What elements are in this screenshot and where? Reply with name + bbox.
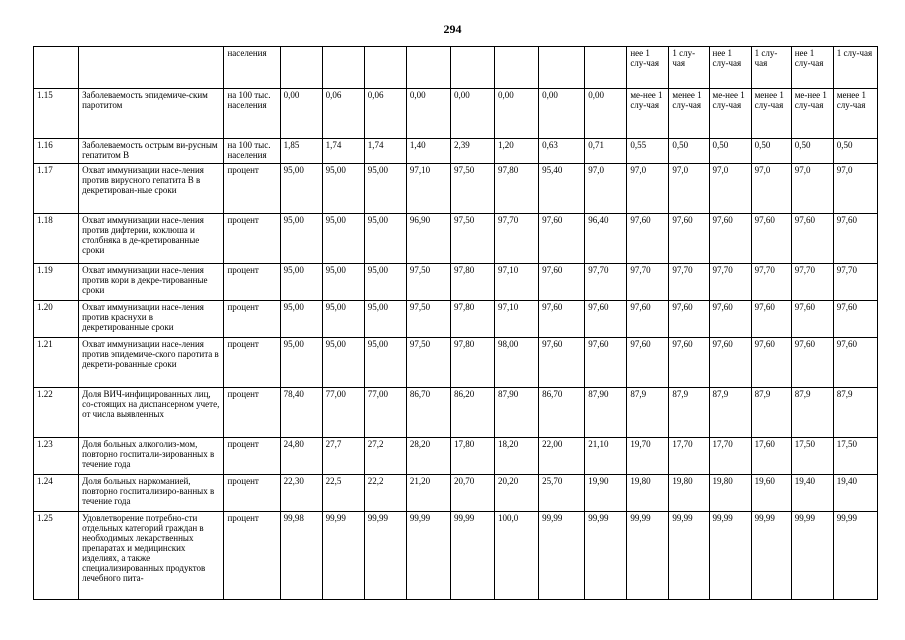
value-cell: 27,2	[364, 438, 406, 475]
value-cell: 87,9	[791, 388, 833, 438]
value-cell: нее 1 слу-чая	[627, 47, 669, 89]
value-cell: 97,70	[833, 264, 877, 301]
value-cell: 0,50	[833, 139, 877, 164]
value-cell: 27,7	[322, 438, 364, 475]
value-cell: 0,00	[539, 89, 585, 139]
value-cell: 97,60	[539, 264, 585, 301]
value-cell: 97,60	[585, 338, 627, 388]
value-cell: 97,60	[539, 214, 585, 264]
indicator-table	[33, 46, 878, 600]
value-cell: 22,2	[364, 475, 406, 512]
row-unit: процент	[224, 301, 280, 338]
row-id: 1.22	[34, 388, 79, 438]
value-cell: 17,70	[669, 438, 709, 475]
value-cell: 95,00	[322, 164, 364, 214]
value-cell: 95,00	[322, 301, 364, 338]
value-cell: 17,80	[450, 438, 494, 475]
value-cell: 87,9	[669, 388, 709, 438]
value-cell	[364, 47, 406, 89]
row-unit: процент	[224, 475, 280, 512]
row-unit: процент	[224, 512, 280, 600]
value-cell: 95,00	[322, 338, 364, 388]
table-row	[34, 475, 878, 512]
row-unit: на 100 тыс. населения	[224, 89, 280, 139]
table-row	[34, 214, 878, 264]
value-cell: 97,60	[791, 214, 833, 264]
value-cell: ме-нее 1 слу-чая	[709, 89, 751, 139]
value-cell: 97,60	[669, 338, 709, 388]
value-cell: 0,00	[280, 89, 322, 139]
value-cell: менее 1 слу-чая	[669, 89, 709, 139]
value-cell: ме-нее 1 слу-чая	[791, 89, 833, 139]
value-cell: 20,70	[450, 475, 494, 512]
value-cell: 97,60	[833, 214, 877, 264]
value-cell: 0,50	[709, 139, 751, 164]
row-name: Охват иммунизации насе-ления против кори в декре-тированные сроки	[79, 264, 224, 301]
row-name: Доля ВИЧ-инфицированных лиц, со-стоящих на диспансерном учете, от числа выявленных	[79, 388, 224, 438]
table-row	[34, 338, 878, 388]
row-unit: процент	[224, 438, 280, 475]
value-cell: 1,74	[322, 139, 364, 164]
value-cell: 19,80	[669, 475, 709, 512]
value-cell: 97,50	[450, 214, 494, 264]
value-cell: 97,70	[627, 264, 669, 301]
value-cell: 0,71	[585, 139, 627, 164]
value-cell: 0,50	[791, 139, 833, 164]
value-cell: 97,80	[450, 264, 494, 301]
value-cell: 1,20	[495, 139, 539, 164]
value-cell: нее 1 слу-чая	[791, 47, 833, 89]
row-unit: процент	[224, 388, 280, 438]
row-name: Удовлетворение потребно-сти отдельных категорий граждан в необходимых лекарственных препаратах и медицинских изделиях, а также специализированных продуктов лечебного пита-	[79, 512, 224, 600]
row-name: Охват иммунизации насе-ления против краснухи в декретированные сроки	[79, 301, 224, 338]
value-cell: 97,80	[495, 164, 539, 214]
value-cell: 0,06	[322, 89, 364, 139]
page-number: 294	[443, 22, 462, 36]
value-cell: 97,70	[709, 264, 751, 301]
value-cell: 99,99	[585, 512, 627, 600]
value-cell: 87,9	[709, 388, 751, 438]
value-cell: 95,00	[364, 338, 406, 388]
value-cell: 95,00	[280, 214, 322, 264]
value-cell: 95,40	[539, 164, 585, 214]
table-row	[34, 139, 878, 164]
value-cell: 95,00	[322, 264, 364, 301]
value-cell: 95,00	[364, 264, 406, 301]
value-cell: менее 1 слу-чая	[751, 89, 791, 139]
value-cell: 17,70	[709, 438, 751, 475]
value-cell: 19,80	[709, 475, 751, 512]
value-cell: 95,00	[280, 301, 322, 338]
value-cell: 97,50	[406, 301, 450, 338]
value-cell	[322, 47, 364, 89]
value-cell: 97,70	[669, 264, 709, 301]
value-cell: 77,00	[364, 388, 406, 438]
value-cell: 95,00	[322, 214, 364, 264]
table-row	[34, 47, 878, 89]
value-cell: 97,60	[751, 301, 791, 338]
value-cell: 1 слу-чая	[751, 47, 791, 89]
table-row	[34, 264, 878, 301]
value-cell: 97,60	[709, 214, 751, 264]
value-cell: 99,99	[627, 512, 669, 600]
value-cell: нее 1 слу-чая	[709, 47, 751, 89]
table-row	[34, 164, 878, 214]
value-cell: 95,00	[280, 338, 322, 388]
value-cell: 19,60	[751, 475, 791, 512]
value-cell: 0,06	[364, 89, 406, 139]
value-cell: 19,80	[627, 475, 669, 512]
value-cell: 99,99	[539, 512, 585, 600]
row-unit: на 100 тыс. населения	[224, 139, 280, 164]
value-cell: 97,0	[791, 164, 833, 214]
row-id: 1.15	[34, 89, 79, 139]
name-cell	[79, 47, 224, 89]
table-row	[34, 388, 878, 438]
value-cell: 96,90	[406, 214, 450, 264]
value-cell: 97,60	[833, 301, 877, 338]
value-cell: 97,50	[406, 264, 450, 301]
value-cell: 97,60	[791, 301, 833, 338]
value-cell: 87,90	[585, 388, 627, 438]
value-cell: 99,99	[751, 512, 791, 600]
value-cell: 97,80	[450, 301, 494, 338]
value-cell: 99,98	[280, 512, 322, 600]
value-cell: менее 1 слу-чая	[833, 89, 877, 139]
value-cell: 87,9	[627, 388, 669, 438]
value-cell: 86,70	[406, 388, 450, 438]
row-name: Заболеваемость эпидемиче-ским паротитом	[79, 89, 224, 139]
value-cell: 77,00	[322, 388, 364, 438]
row-id: 1.16	[34, 139, 79, 164]
value-cell: 99,99	[833, 512, 877, 600]
value-cell: 22,00	[539, 438, 585, 475]
value-cell: 2,39	[450, 139, 494, 164]
value-cell: 97,60	[669, 214, 709, 264]
value-cell: 20,20	[495, 475, 539, 512]
value-cell: 97,60	[751, 338, 791, 388]
value-cell: 97,60	[669, 301, 709, 338]
value-cell: 95,00	[280, 264, 322, 301]
value-cell: 97,60	[751, 214, 791, 264]
value-cell: 97,10	[495, 264, 539, 301]
value-cell: 97,70	[495, 214, 539, 264]
value-cell: 17,50	[833, 438, 877, 475]
value-cell: 97,60	[709, 301, 751, 338]
value-cell	[539, 47, 585, 89]
value-cell: 19,90	[585, 475, 627, 512]
value-cell: 97,60	[627, 301, 669, 338]
value-cell	[495, 47, 539, 89]
id-cell	[34, 47, 79, 89]
row-id: 1.20	[34, 301, 79, 338]
value-cell: 0,55	[627, 139, 669, 164]
row-id: 1.18	[34, 214, 79, 264]
value-cell: 96,40	[585, 214, 627, 264]
value-cell: 1 слу-чая	[833, 47, 877, 89]
value-cell	[450, 47, 494, 89]
value-cell: 0,00	[406, 89, 450, 139]
value-cell: 97,60	[539, 338, 585, 388]
value-cell: 100,0	[495, 512, 539, 600]
row-name: Доля больных алкоголиз-мом, повторно госпитали-зированных в течение года	[79, 438, 224, 475]
table-row	[34, 89, 878, 139]
value-cell: 97,60	[585, 301, 627, 338]
value-cell: 97,60	[539, 301, 585, 338]
value-cell: 99,99	[322, 512, 364, 600]
row-id: 1.17	[34, 164, 79, 214]
row-unit: процент	[224, 164, 280, 214]
value-cell: 19,70	[627, 438, 669, 475]
value-cell: 1 слу-чая	[669, 47, 709, 89]
value-cell: 97,60	[709, 338, 751, 388]
value-cell: 22,30	[280, 475, 322, 512]
value-cell: 1,74	[364, 139, 406, 164]
value-cell: 97,60	[627, 214, 669, 264]
value-cell: 97,0	[751, 164, 791, 214]
value-cell: 21,10	[585, 438, 627, 475]
row-name: Заболеваемость острым ви-русным гепатитом В	[79, 139, 224, 164]
value-cell: 97,80	[450, 338, 494, 388]
value-cell: 99,99	[669, 512, 709, 600]
value-cell: 97,0	[669, 164, 709, 214]
row-name: Охват иммунизации насе-ления против эпидемиче-ского паротита в декрети-рованные сроки	[79, 338, 224, 388]
row-unit: процент	[224, 214, 280, 264]
value-cell: 87,9	[833, 388, 877, 438]
row-name: Охват иммунизации насе-ления против вирусного гепатита В в декретирован-ные сроки	[79, 164, 224, 214]
row-id: 1.19	[34, 264, 79, 301]
row-id: 1.25	[34, 512, 79, 600]
value-cell: 97,50	[450, 164, 494, 214]
value-cell: 98,00	[495, 338, 539, 388]
value-cell: 18,20	[495, 438, 539, 475]
value-cell: 97,0	[709, 164, 751, 214]
value-cell: 99,99	[450, 512, 494, 600]
value-cell: 97,60	[627, 338, 669, 388]
row-id: 1.21	[34, 338, 79, 388]
value-cell: 1,40	[406, 139, 450, 164]
value-cell: 78,40	[280, 388, 322, 438]
value-cell: 99,99	[364, 512, 406, 600]
value-cell: 1,85	[280, 139, 322, 164]
value-cell: 22,5	[322, 475, 364, 512]
value-cell: 95,00	[364, 214, 406, 264]
value-cell: 21,20	[406, 475, 450, 512]
value-cell: 0,50	[669, 139, 709, 164]
row-unit: процент	[224, 338, 280, 388]
value-cell: 99,99	[791, 512, 833, 600]
row-name: Доля больных наркоманией, повторно госпитализиро-ванных в течение года	[79, 475, 224, 512]
row-name: Охват иммунизации насе-ления против дифтерии, коклюша и столбняка в де-кретированные сроки	[79, 214, 224, 264]
value-cell: 17,60	[751, 438, 791, 475]
value-cell	[585, 47, 627, 89]
value-cell: 0,00	[450, 89, 494, 139]
value-cell: 97,10	[406, 164, 450, 214]
value-cell: 24,80	[280, 438, 322, 475]
value-cell: 0,00	[585, 89, 627, 139]
value-cell: 97,10	[495, 301, 539, 338]
unit-cell: населения	[224, 47, 280, 89]
row-id: 1.24	[34, 475, 79, 512]
value-cell: 97,0	[585, 164, 627, 214]
value-cell	[406, 47, 450, 89]
value-cell: 97,50	[406, 338, 450, 388]
value-cell: 19,40	[791, 475, 833, 512]
value-cell: 0,50	[751, 139, 791, 164]
value-cell: 25,70	[539, 475, 585, 512]
value-cell: 0,00	[495, 89, 539, 139]
value-cell: 97,60	[791, 338, 833, 388]
value-cell: 17,50	[791, 438, 833, 475]
table-row	[34, 438, 878, 475]
value-cell: 99,99	[709, 512, 751, 600]
value-cell: 97,0	[627, 164, 669, 214]
value-cell: 28,20	[406, 438, 450, 475]
value-cell: 19,40	[833, 475, 877, 512]
value-cell: 95,00	[280, 164, 322, 214]
value-cell: 0,63	[539, 139, 585, 164]
value-cell: 87,9	[751, 388, 791, 438]
value-cell: 95,00	[364, 164, 406, 214]
table-row	[34, 512, 878, 600]
value-cell: ме-нее 1 слу-чая	[627, 89, 669, 139]
value-cell: 86,70	[539, 388, 585, 438]
row-unit: процент	[224, 264, 280, 301]
value-cell: 97,0	[833, 164, 877, 214]
value-cell: 97,70	[751, 264, 791, 301]
value-cell: 97,70	[791, 264, 833, 301]
value-cell	[280, 47, 322, 89]
table-row	[34, 301, 878, 338]
value-cell: 86,20	[450, 388, 494, 438]
row-id: 1.23	[34, 438, 79, 475]
value-cell: 99,99	[406, 512, 450, 600]
value-cell: 87,90	[495, 388, 539, 438]
value-cell: 97,60	[833, 338, 877, 388]
value-cell: 95,00	[364, 301, 406, 338]
value-cell: 97,70	[585, 264, 627, 301]
